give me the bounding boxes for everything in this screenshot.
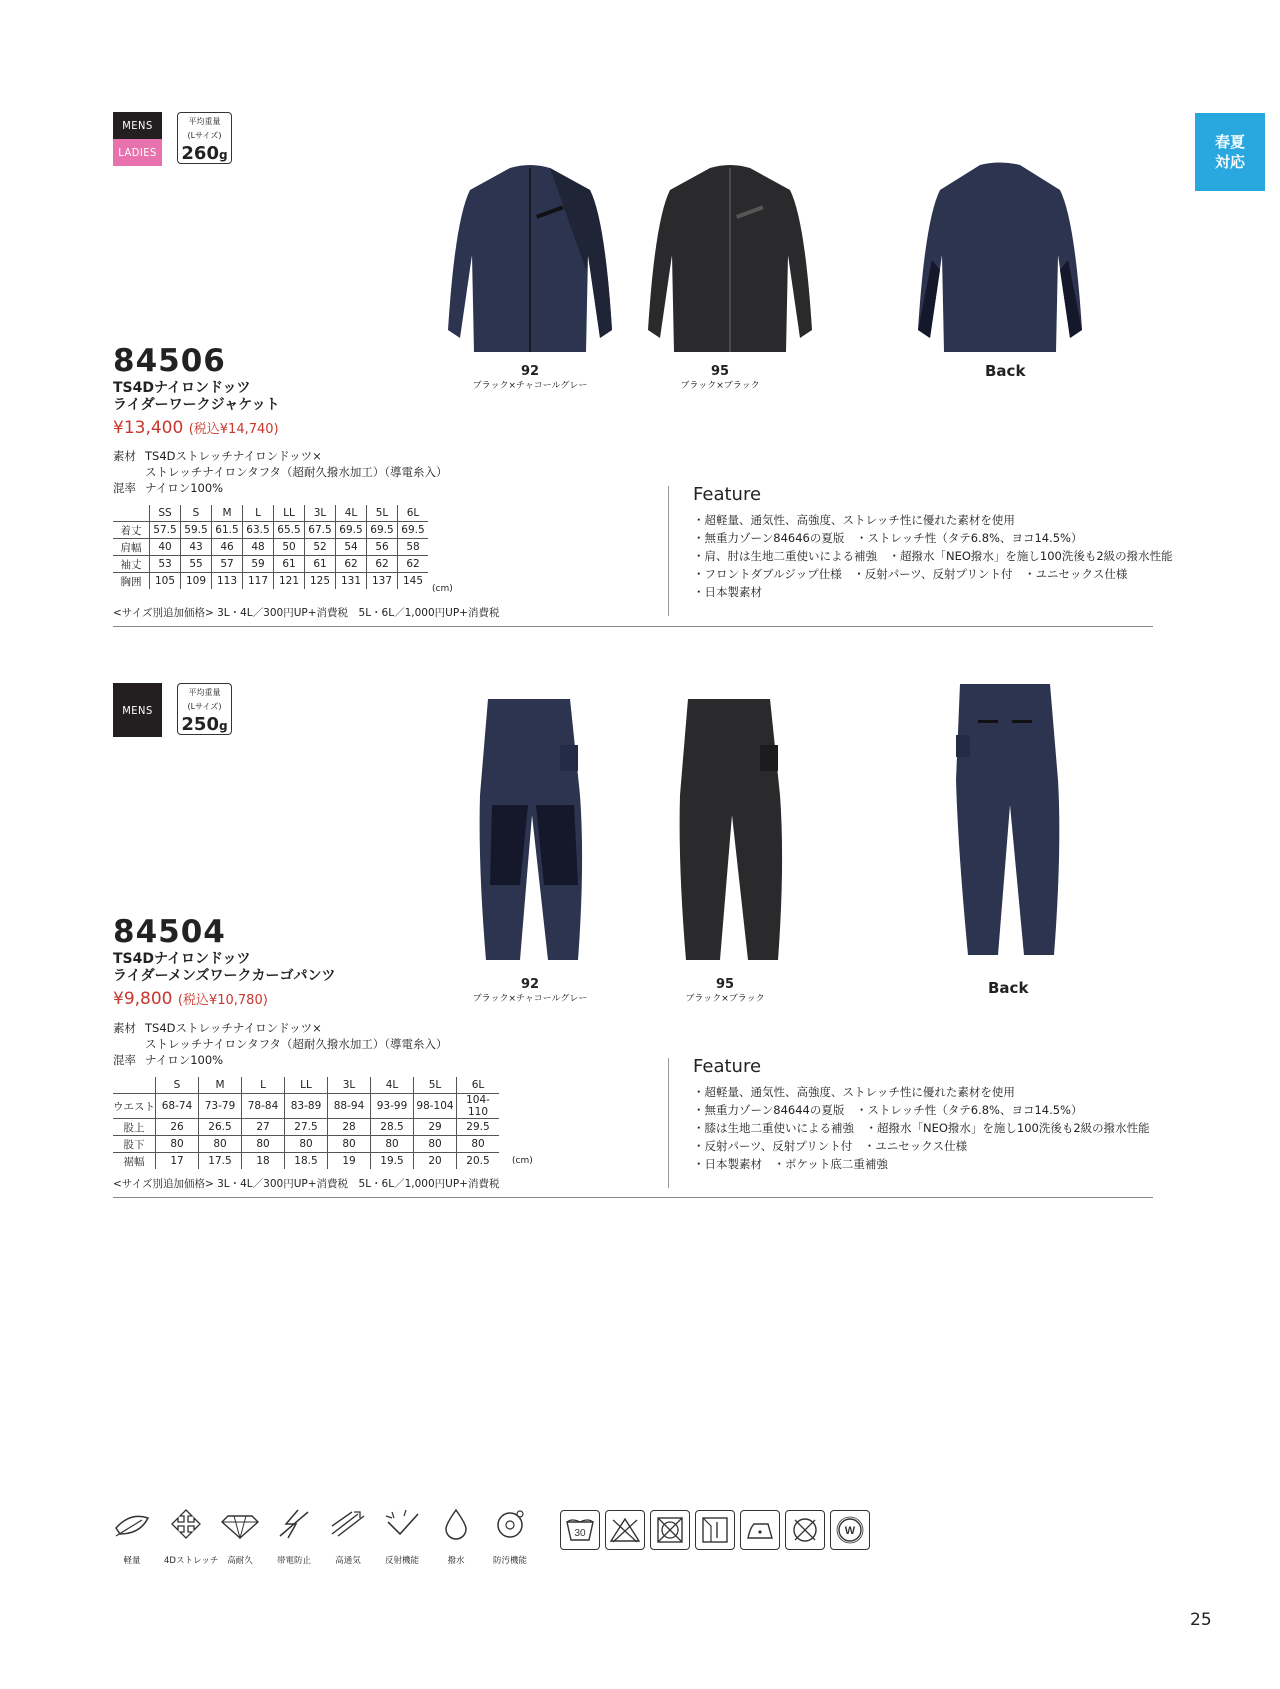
product-name-2: TS4Dナイロンドッツ ライダーメンズワークカーゴパンツ	[113, 951, 336, 984]
wash-30-icon	[560, 1510, 600, 1550]
size-table-2: S M L LL 3L 4L 5L 6L ウエスト 68-74 73-79 78-84 83-89 88-94 93-99 98-104 104-110 股上 26 26.5 27 27.5 28 28.5 29 29.5 股下 80 80 80 80 80 80 80 80 裾幅 17 17.5 18 18.5 19 19.5 20 20.5	[113, 1077, 499, 1169]
table-row: 袖丈 53 55 57 59 61 61 62 62 62	[113, 556, 428, 573]
svg-text:W: W	[844, 1525, 856, 1537]
section-divider	[113, 626, 1153, 627]
mens-badge-2: MENS	[113, 683, 162, 737]
weight-box-2	[177, 683, 232, 735]
feature-divider	[668, 486, 669, 616]
product-code-2: 84504	[113, 914, 226, 950]
size-header-blank	[113, 1077, 156, 1094]
antifouling-icon: 防汚機能	[488, 1508, 532, 1566]
ladies-badge: LADIES	[113, 139, 162, 166]
feature-title: Feature	[693, 484, 762, 505]
weight-label-2: (Lサイズ)	[187, 131, 222, 140]
svg-text:30: 30	[574, 1528, 586, 1539]
size-header-blank	[113, 505, 150, 522]
back-label-2: Back	[988, 979, 1029, 997]
weight-value-2: 250g	[181, 714, 228, 735]
material-spec: 素材 TS4Dストレッチナイロンドッツ× ストレッチナイロンタフタ（超耐久撥水加工）（導電糸入） 混率 ナイロン100%	[113, 449, 448, 495]
page-number: 25	[1190, 1610, 1212, 1630]
feature-divider-2	[668, 1058, 669, 1188]
jacket-back-image	[910, 160, 1090, 360]
table-row: 胸囲 105 109 113 117 121 125 131 137 145	[113, 573, 428, 590]
list-item: ・フロントダブルジップ仕様 ・反射パーツ、反射プリント付 ・ユニセックス仕様	[693, 567, 1128, 581]
list-item: ・無重力ゾーン84646の夏版 ・ストレッチ性（タテ6.8%、ヨコ14.5%）	[693, 531, 1083, 545]
table-row: 肩幅 40 43 46 48 50 52 54 56 58	[113, 539, 428, 556]
product-price-2: ¥9,800 (税込¥10,780)	[113, 989, 268, 1009]
feature-title-2: Feature	[693, 1056, 762, 1077]
diamond-icon: 高耐久	[218, 1508, 262, 1566]
list-item: ・超軽量、通気性、高強度、ストレッチ性に優れた素材を使用	[693, 513, 1015, 527]
list-item: ・日本製素材	[693, 585, 762, 599]
list-item: ・日本製素材 ・ポケット底二重補強	[693, 1157, 888, 1171]
no-bleach-icon	[605, 1510, 645, 1550]
color-92-name-2: ブラック×チャコールグレー	[472, 994, 588, 1004]
table-row: 裾幅 17 17.5 18 18.5 19 19.5 20 20.5	[113, 1153, 499, 1170]
reflective-icon: 反射機能	[380, 1508, 424, 1566]
weight-box	[177, 112, 232, 164]
section-divider-2	[113, 1197, 1153, 1198]
size-price-note-2: <サイズ別追加価格> 3L・4L／300円UP+消費税 5L・6L／1,000円UP+消費税	[113, 1178, 500, 1190]
care-icons	[560, 1510, 870, 1550]
back-label: Back	[985, 362, 1026, 380]
color-92-number-2: 92	[520, 977, 540, 992]
material-spec-2: 素材 TS4Dストレッチナイロンドッツ× ストレッチナイロンタフタ（超耐久撥水加工）（導電糸入） 混率 ナイロン100%	[113, 1021, 448, 1067]
no-tumble-dry-icon	[650, 1510, 690, 1550]
color-95-number-2: 95	[715, 977, 735, 992]
size-unit-2: (cm)	[512, 1156, 533, 1166]
jacket-navy-image	[440, 160, 620, 360]
feature-list	[693, 511, 1173, 601]
list-item: ・無重力ゾーン84644の夏版 ・ストレッチ性（タテ6.8%、ヨコ14.5%）	[693, 1103, 1083, 1117]
product-code: 84506	[113, 343, 226, 379]
table-row: ウエスト 68-74 73-79 78-84 83-89 88-94 93-99 98-104 104-110	[113, 1094, 499, 1119]
weight-label-2: (Lサイズ)	[187, 702, 222, 711]
list-item: ・超軽量、通気性、高強度、ストレッチ性に優れた素材を使用	[693, 1085, 1015, 1099]
size-unit: (cm)	[432, 584, 453, 594]
mens-badge: MENS	[113, 112, 162, 139]
feather-icon: 軽量	[110, 1508, 154, 1566]
water-drop-icon: 撥水	[434, 1508, 478, 1566]
pants-back-image	[950, 680, 1070, 960]
list-item: ・肩、肘は生地二重使いによる補強 ・超撥水「NEO撥水」を施し100洗後も2級の撥水性能	[693, 549, 1173, 563]
color-95-name-2: ブラック×ブラック	[685, 994, 765, 1004]
table-row: 着丈 57.5 59.5 61.5 63.5 65.5 67.5 69.5 69.5 69.5	[113, 522, 428, 539]
size-price-note: <サイズ別追加価格> 3L・4L／300円UP+消費税 5L・6L／1,000円UP+消費税	[113, 607, 500, 619]
table-row: 股上 26 26.5 27 27.5 28 28.5 29 29.5	[113, 1119, 499, 1136]
line-dry-shade-icon	[695, 1510, 735, 1550]
weight-label-1: 平均重量	[188, 117, 221, 126]
no-dry-clean-icon	[785, 1510, 825, 1550]
weight-value: 260g	[181, 143, 228, 164]
product-price: ¥13,400 (税込¥14,740)	[113, 418, 279, 438]
wet-clean-icon	[830, 1510, 870, 1550]
airflow-icon: 高通気	[326, 1508, 370, 1566]
season-tab	[1195, 113, 1265, 191]
color-92-number: 92	[520, 364, 540, 379]
product-name: TS4Dナイロンドッツ ライダーワークジャケット	[113, 380, 280, 413]
pants-black-image	[670, 695, 790, 965]
arrows-cross-icon: 4Dストレッチ	[164, 1508, 208, 1566]
list-item: ・膝は生地二重使いによる補強 ・超撥水「NEO撥水」を施し100洗後も2級の撥水性能	[693, 1121, 1150, 1135]
antistatic-icon: 帯電防止	[272, 1508, 316, 1566]
season-tab-line2: 対応	[1214, 153, 1245, 171]
iron-low-icon	[740, 1510, 780, 1550]
pants-navy-image	[470, 695, 590, 965]
color-95-number: 95	[710, 364, 730, 379]
size-table: SS S M L LL 3L 4L 5L 6L 着丈 57.5 59.5 61.5 63.5 65.5 67.5 69.5 69.5 69.5 肩幅 40 43 46 48 50 52 54 56 58 袖丈 53 55 57 59 61 61 62 62 62 胸囲 105 109 113 117 121 125 131 137 145	[113, 505, 428, 589]
feature-list-2	[693, 1083, 1150, 1173]
season-tab-line1: 春夏	[1214, 133, 1245, 151]
table-row: 股下 80 80 80 80 80 80 80 80	[113, 1136, 499, 1153]
color-95-name: ブラック×ブラック	[680, 381, 760, 391]
function-icons	[110, 1508, 532, 1566]
list-item: ・反射パーツ、反射プリント付 ・ユニセックス仕様	[693, 1139, 968, 1153]
weight-label-1: 平均重量	[188, 688, 221, 697]
jacket-black-image	[640, 160, 820, 360]
color-92-name: ブラック×チャコールグレー	[472, 381, 588, 391]
